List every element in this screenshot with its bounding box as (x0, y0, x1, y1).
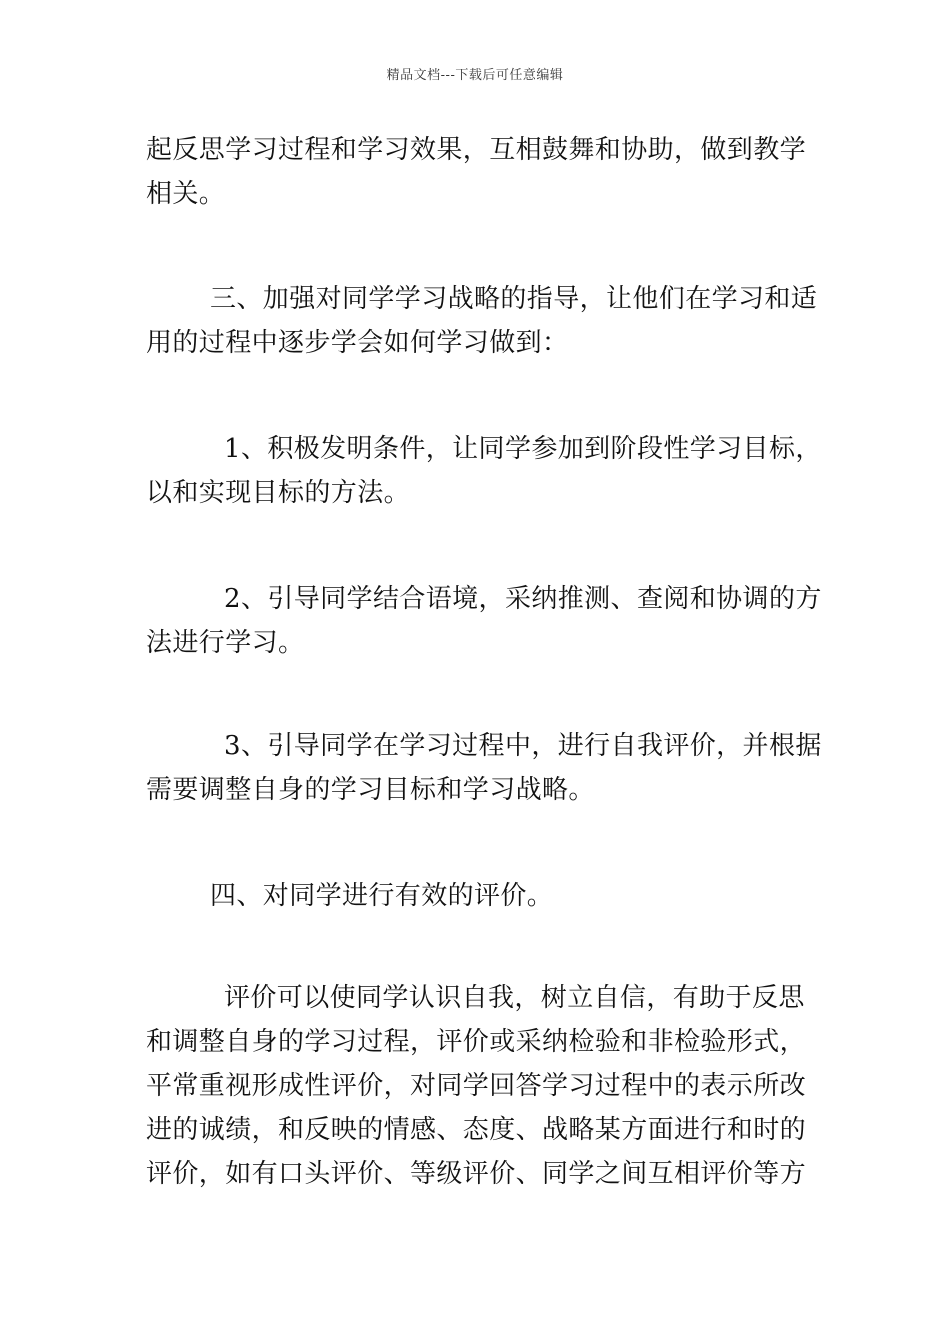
section-three-heading (146, 277, 818, 365)
paragraph-line: 四、对同学进行有效的评价。 (210, 881, 554, 911)
paragraph-line: 起反思学习过程和学习效果，互相鼓舞和协助，做到教学 (146, 135, 807, 165)
paragraph-line: 评价，如有口头评价、等级评价、同学之间互相评价等方 (146, 1159, 807, 1189)
evaluation-paragraph (146, 976, 810, 1196)
paragraph-line: 3、引导同学在学习过程中，进行自我评价，并根据 (224, 731, 822, 761)
paragraph-line: 用的过程中逐步学会如何学习做到： (146, 328, 569, 358)
paragraph-continuation (146, 128, 810, 216)
list-item-2 (146, 577, 822, 665)
section-four-heading (146, 874, 810, 918)
paragraph-line: 评价可以使同学认识自我，树立自信，有助于反思 (224, 983, 805, 1013)
paragraph-line: 平常重视形成性评价，对同学回答学习过程中的表示所改 (146, 1071, 807, 1101)
paragraph-line: 和调整自身的学习过程，评价或采纳检验和非检验形式， (146, 1027, 807, 1057)
paragraph-line: 1、积极发明条件，让同学参加到阶段性学习目标， (224, 434, 822, 464)
paragraph-line: 2、引导同学结合语境，采纳推测、查阅和协调的方 (224, 584, 822, 614)
list-item-1 (146, 427, 822, 515)
paragraph-line: 以和实现目标的方法。 (146, 478, 411, 508)
paragraph-line: 法进行学习。 (146, 628, 305, 658)
paragraph-line: 进的诚绩，和反映的情感、态度、战略某方面进行和时的 (146, 1115, 807, 1145)
paragraph-line: 三、加强对同学学习战略的指导，让他们在学习和适 (210, 284, 818, 314)
paragraph-line: 相关。 (146, 179, 226, 209)
list-item-3 (146, 724, 822, 812)
paragraph-line: 需要调整自身的学习目标和学习战略。 (146, 775, 595, 805)
page-header: 精品文档---下载后可任意编辑 (386, 68, 564, 83)
